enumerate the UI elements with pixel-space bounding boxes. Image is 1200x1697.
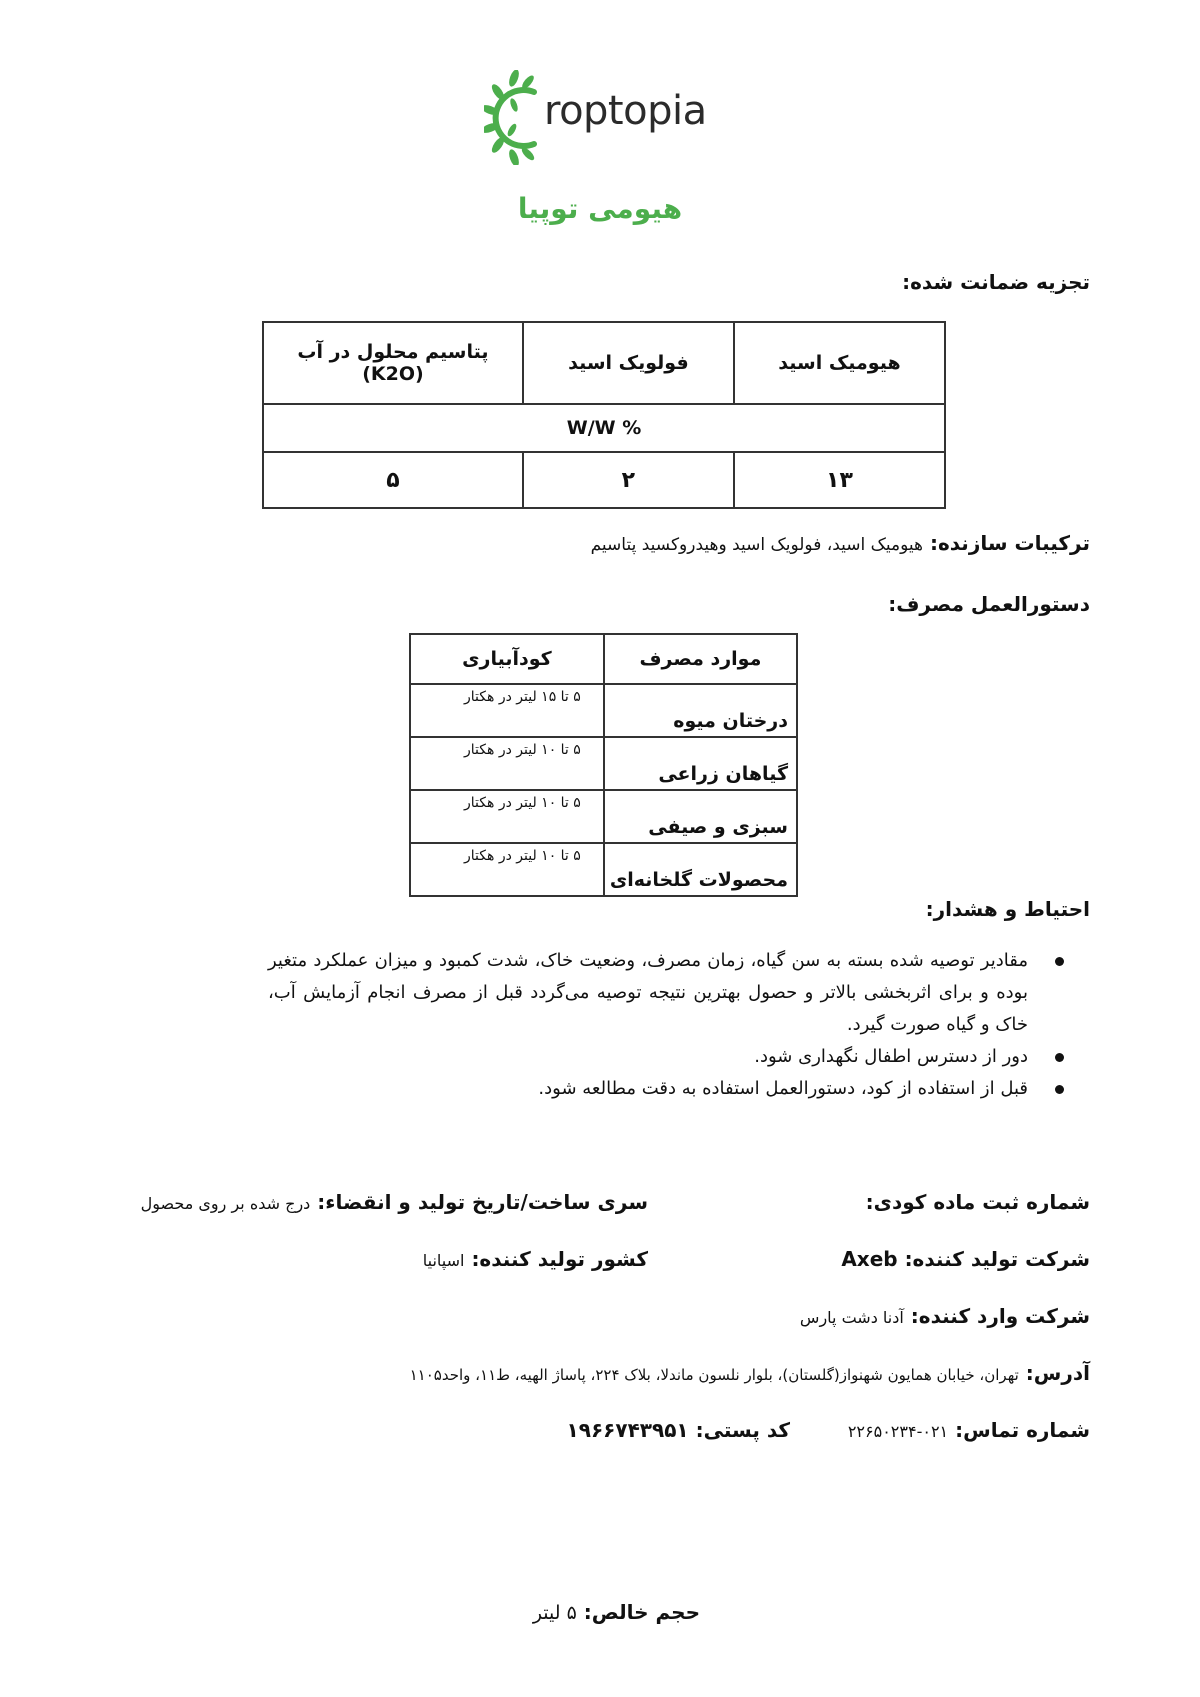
croptopia-logo: [484, 70, 724, 165]
table-row: [263, 452, 945, 508]
bullet-icon: [1055, 1085, 1064, 1094]
manufacturer-line: [841, 1247, 1090, 1271]
address-label: آدرس:: [1025, 1361, 1090, 1385]
dose-cell: ۵ تا ۱۵ لیتر در هکتار: [410, 684, 604, 737]
column-header-fulvic: فولویک اسید: [523, 322, 734, 404]
net-volume-line: [533, 1600, 700, 1624]
crop-cell: درختان میوه: [604, 684, 797, 737]
bullet-icon: [1055, 957, 1064, 966]
warnings-heading: احتیاط و هشدار:: [925, 897, 1090, 921]
batch-label: سری ساخت/تاریخ تولید و انقضاء:: [317, 1190, 648, 1214]
list-item: [268, 1073, 1028, 1105]
postal-label: کد پستی:: [695, 1418, 790, 1442]
batch-line: [141, 1190, 648, 1214]
warning-text: قبل از استفاده از کود، دستورالعمل استفاده به دقت مطالعه شود.: [538, 1078, 1028, 1099]
table-header-row: [263, 322, 945, 404]
warning-text: دور از دسترس اطفال نگهداری شود.: [754, 1046, 1028, 1067]
table-unit-row: [263, 404, 945, 452]
logo-wordmark: roptopia: [544, 88, 707, 134]
table-row: [410, 737, 797, 790]
batch-value: درج شده بر روی محصول: [140, 1194, 311, 1213]
manufacturer-value: Axeb: [841, 1247, 898, 1271]
table-row: [410, 684, 797, 737]
ingredients-line: [591, 531, 1090, 555]
importer-value: آدنا دشت پارس: [799, 1308, 904, 1327]
phone-label: شماره تماس:: [955, 1418, 1090, 1442]
usage-header-crop: موارد مصرف: [604, 634, 797, 684]
value-fulvic: ۲: [523, 452, 734, 508]
guaranteed-analysis-heading: تجزیه ضمانت شده:: [902, 270, 1090, 294]
usage-header-row: [410, 634, 797, 684]
country-line: [423, 1247, 648, 1271]
crop-cell: گیاهان زراعی: [604, 737, 797, 790]
registration-line: [866, 1190, 1090, 1214]
list-item: [268, 1041, 1028, 1073]
ingredients-label: ترکیبات سازنده:: [929, 531, 1090, 555]
unit-cell: W/W %: [263, 404, 945, 452]
postal-value: ۱۹۶۶۷۴۳۹۵۱: [566, 1418, 689, 1442]
country-label: کشور تولید کننده:: [471, 1247, 648, 1271]
net-volume-label: حجم خالص:: [583, 1600, 700, 1624]
warning-text: مقادیر توصیه شده بسته به سن گیاه، زمان مصرف، وضعیت خاک، شدت کمبود و میزان عملکرد متغیر بوده و برای اثربخشی بالاتر و حصول بهترین نتیجه توصیه می‌گردد قبل از مصرف انجام آزمایش آب، خاک و گیاه صورت گیرد.: [268, 950, 1028, 1035]
importer-label: شرکت وارد کننده:: [910, 1304, 1090, 1328]
table-row: [410, 843, 797, 896]
net-volume-value: ۵ لیتر: [532, 1602, 577, 1624]
ingredients-value: هیومیک اسید، فولویک اسید وهیدروکسید پتاسیم: [590, 535, 923, 555]
manufacturer-label: شرکت تولید کننده:: [904, 1247, 1090, 1271]
registration-label: شماره ثبت ماده کودی:: [865, 1190, 1090, 1214]
address-value: تهران، خیابان همایون شهنواز(گلستان)، بلوار نلسون ماندلا، بلاک ۲۲۴، پاساژ الهیه، ط۱۱، واحد۱۱۰۵: [409, 1366, 1019, 1384]
value-humic: ۱۳: [734, 452, 945, 508]
column-header-potassium: پتاسیم محلول در آب (K2O): [263, 322, 523, 404]
phone-line: [848, 1418, 1090, 1442]
product-title: هیومی توپیا: [517, 192, 683, 225]
table-row: [410, 790, 797, 843]
list-item: [268, 945, 1028, 1041]
bullet-icon: [1055, 1053, 1064, 1062]
guaranteed-analysis-table: [262, 321, 946, 509]
phone-value: ۰۲۱-۲۲۶۵۰۲۳۴: [847, 1422, 949, 1441]
address-line: [410, 1361, 1090, 1385]
postal-line: [567, 1418, 790, 1442]
usage-heading: دستورالعمل مصرف:: [888, 592, 1090, 616]
dose-cell: ۵ تا ۱۰ لیتر در هکتار: [410, 843, 604, 896]
crop-cell: سبزی و صیفی: [604, 790, 797, 843]
dose-cell: ۵ تا ۱۰ لیتر در هکتار: [410, 790, 604, 843]
value-potassium: ۵: [263, 452, 523, 508]
column-header-humic: هیومیک اسید: [734, 322, 945, 404]
country-value: اسپانیا: [422, 1251, 465, 1270]
warnings-list: [268, 945, 1028, 1105]
importer-line: [800, 1304, 1090, 1328]
usage-table: [409, 633, 798, 897]
usage-header-fertigation: کودآبیاری: [410, 634, 604, 684]
crop-cell: محصولات گلخانه‌ای: [604, 843, 797, 896]
dose-cell: ۵ تا ۱۰ لیتر در هکتار: [410, 737, 604, 790]
